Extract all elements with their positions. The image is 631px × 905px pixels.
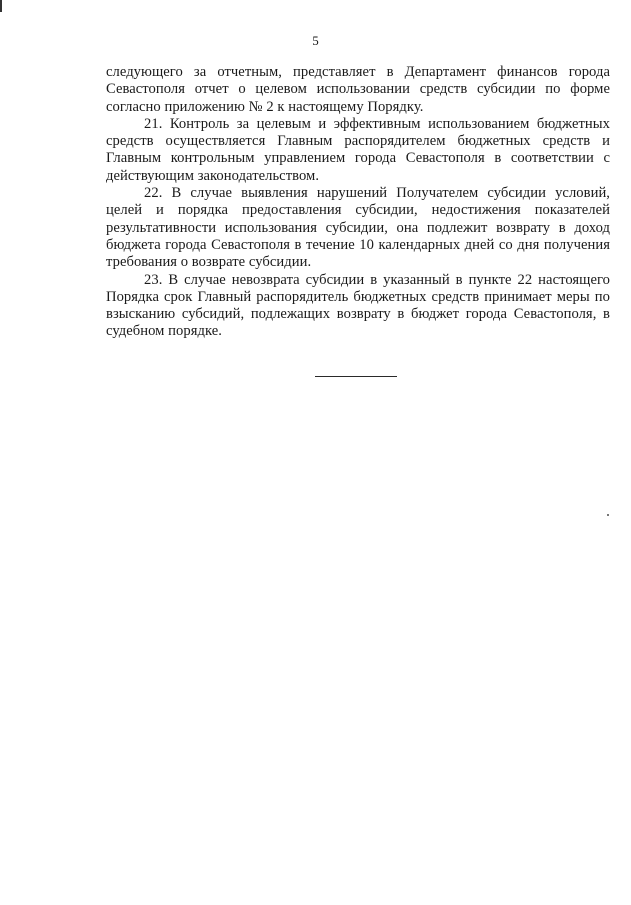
page-number: 5 [312,33,319,48]
paragraph-continuation: следующего за отчетным, представляет в Департамент финансов города Севастополя отчет о целевом использовании средств субсидии по форме согласно приложению № 2 к настоящему Порядку. [106,64,610,115]
scan-artifact-dot [607,514,609,516]
paragraph-item-22: 22. В случае выявления нарушений Получателем субсидии условий, целей и порядка предоставления субсидии, недостижения показателей результативности использования субсидии, она подлежит возврату в доход бюджета города Севастополя в течение 10 календарных дней со дня получения требования о возврате субсидии. [106,185,610,271]
end-separator-line [315,376,397,377]
paragraph-item-23: 23. В случае невозврата субсидии в указанный в пункте 22 настоящего Порядка срок Главный распорядитель бюджетных средств принимает меры по взысканию субсидий, подлежащих возврату в бюджет города Севастополя, в судебном порядке. [106,271,610,340]
scan-edge-mark [0,0,2,12]
paragraph-item-21: 21. Контроль за целевым и эффективным использованием бюджетных средств осуществляется Главным распорядителем бюджетных средств и Главным контрольным управлением города Севастополя в соответствии с действующим законодательством. [106,115,610,184]
document-body [106,64,610,341]
